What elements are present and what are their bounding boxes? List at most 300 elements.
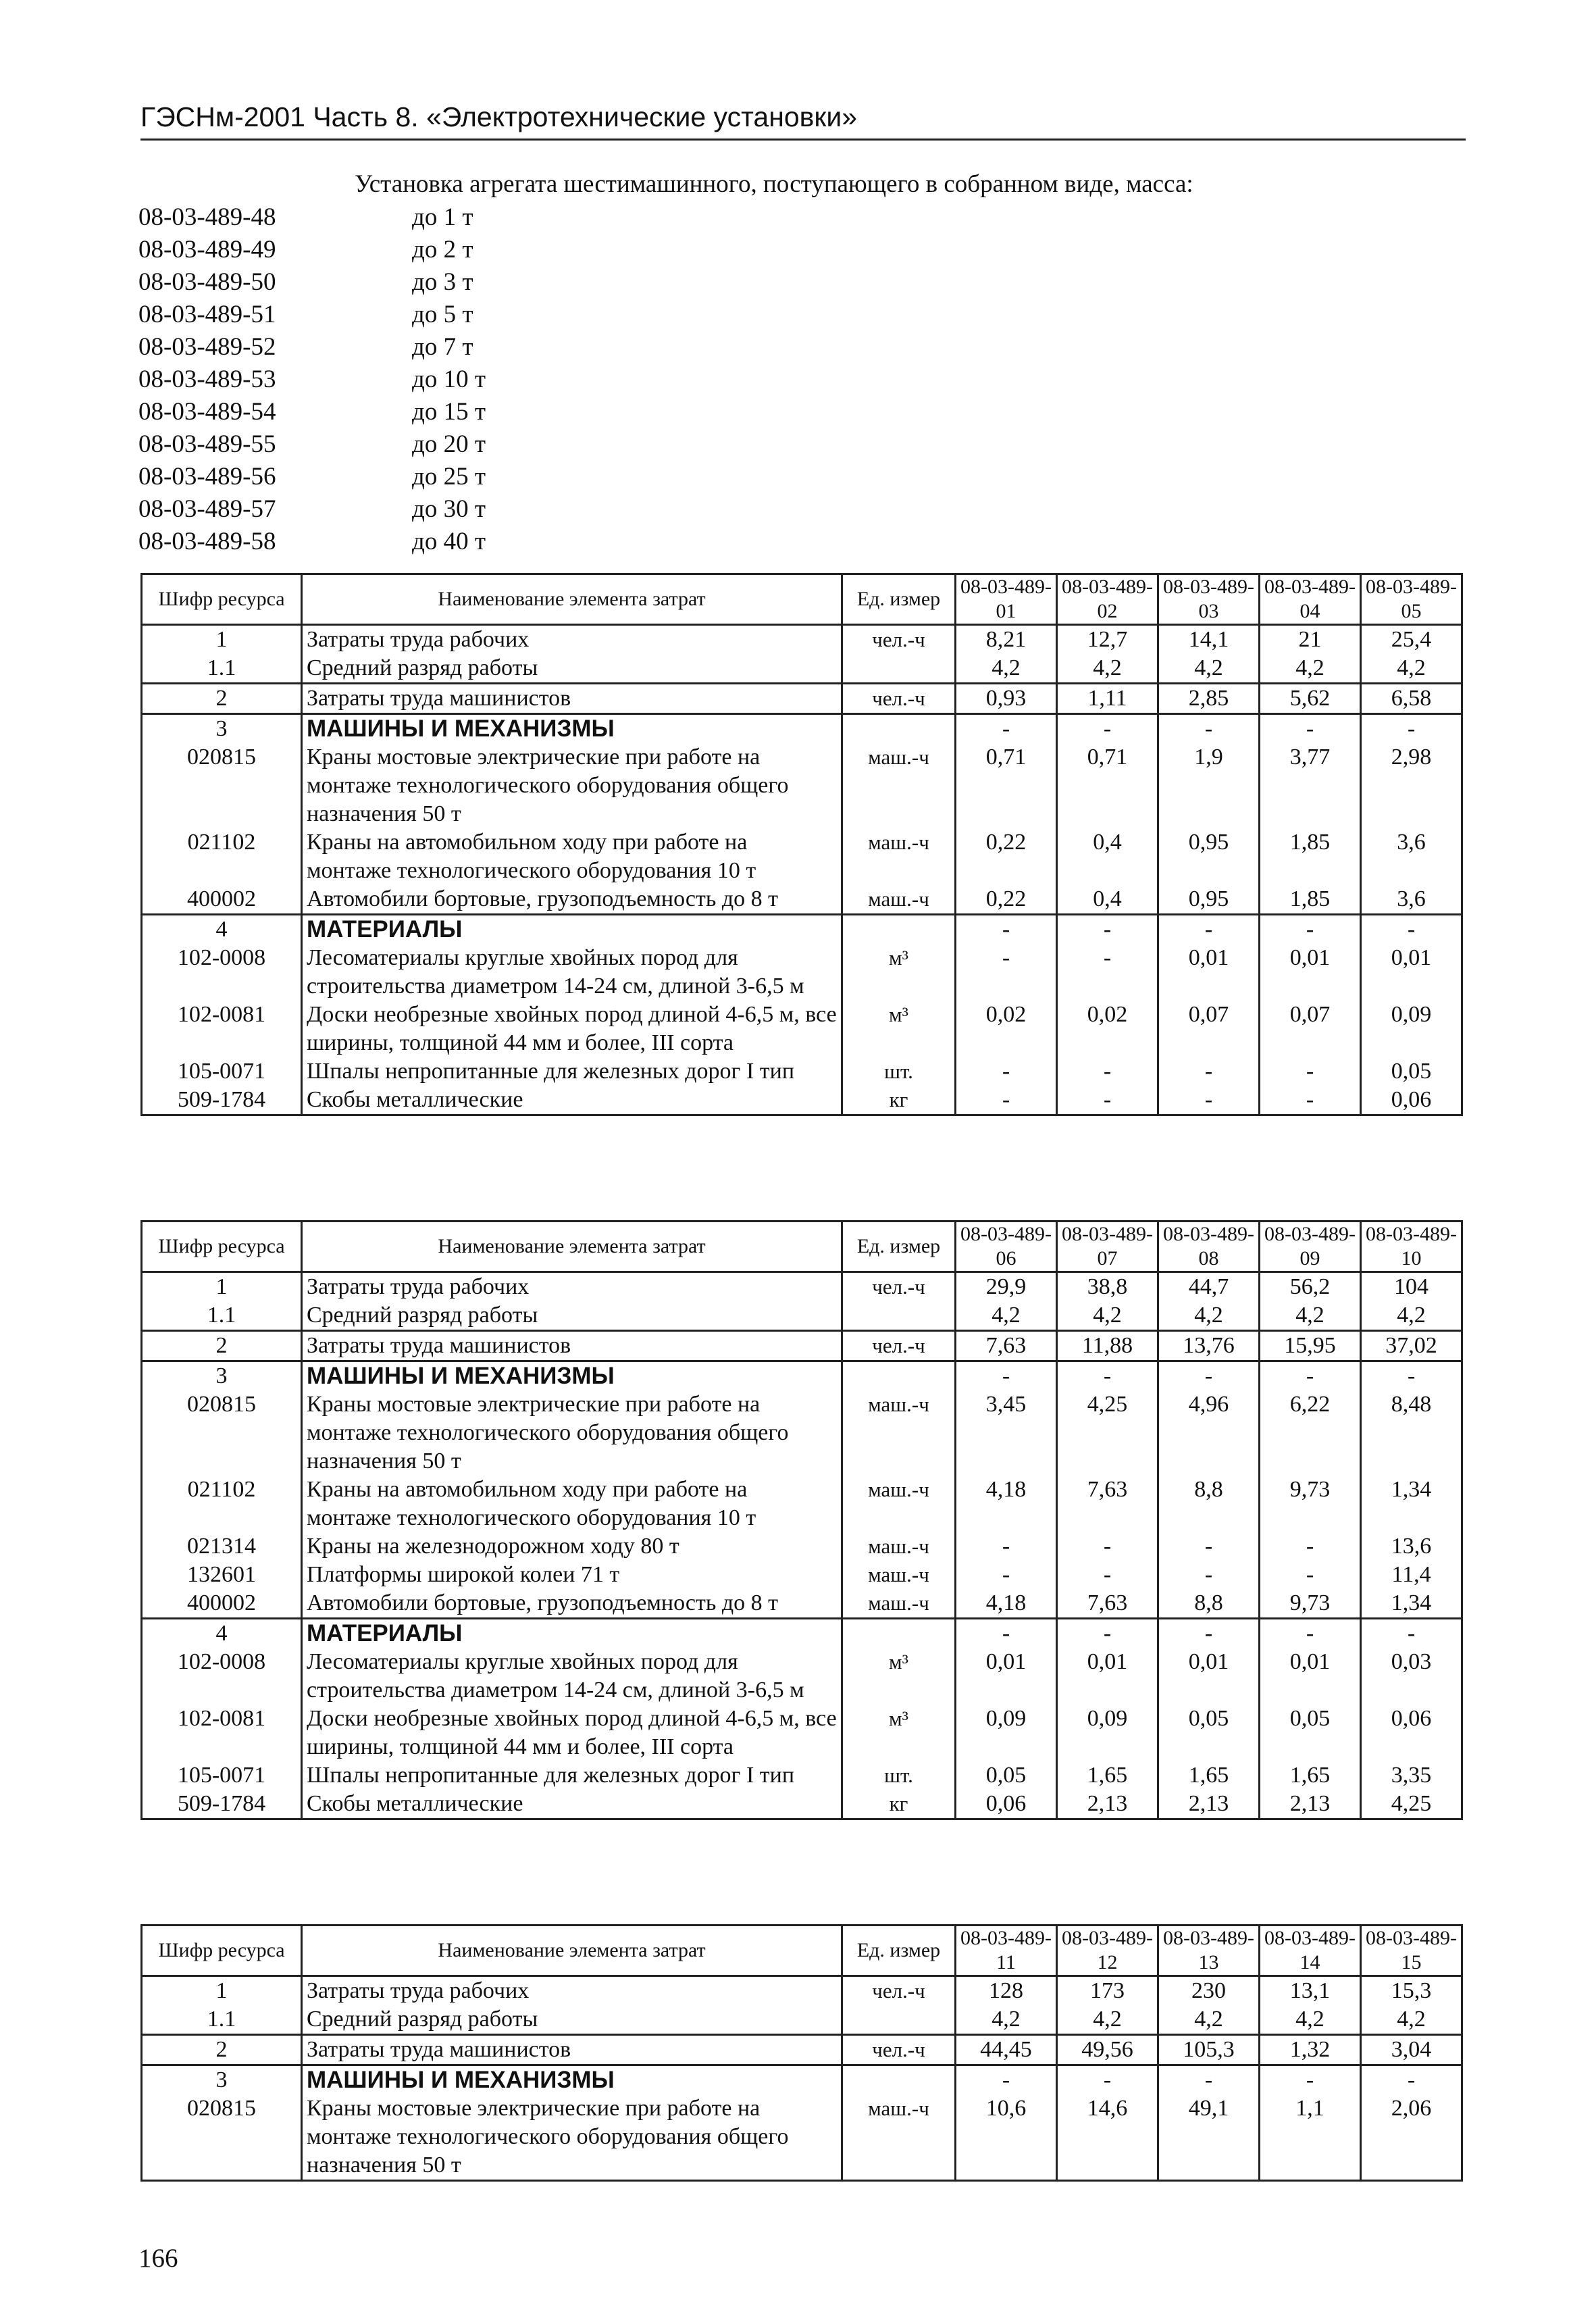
intro-item — [138, 363, 1462, 396]
value-cell: - — [1057, 2065, 1158, 2095]
value-cell: 0,95 — [1158, 828, 1260, 885]
table-row — [142, 1086, 1462, 1115]
resource-code: 3 — [142, 1361, 302, 1391]
resource-code: 102-0008 — [142, 944, 302, 1001]
value-cell: 38,8 — [1057, 1272, 1158, 1302]
table-row — [142, 743, 1462, 828]
table-row — [142, 1532, 1462, 1561]
table-row — [142, 1390, 1462, 1476]
unit: маш.-ч — [842, 1476, 956, 1532]
value-cell: 0,03 — [1361, 1648, 1462, 1705]
value-cell: 1,34 — [1361, 1589, 1462, 1619]
value-cell: 0,05 — [1158, 1705, 1260, 1761]
column-header: 08-03-489-14 — [1260, 1926, 1361, 1976]
section-row — [142, 714, 1462, 744]
intro-item-label: до 15 т — [412, 398, 486, 426]
intro-item — [138, 428, 1462, 461]
cost-element-name: МАШИНЫ И МЕХАНИЗМЫ — [302, 714, 842, 744]
value-cell: 13,76 — [1158, 1331, 1260, 1361]
value-cell: 44,7 — [1158, 1272, 1260, 1302]
intro-item — [138, 493, 1462, 526]
value-cell: 12,7 — [1057, 625, 1158, 655]
intro-item-code: 08-03-489-57 — [138, 495, 276, 523]
cost-element-name: Шпалы непропитанные для железных дорог I тип — [302, 1761, 842, 1790]
cost-element-name: Платформы широкой колеи 71 т — [302, 1561, 842, 1589]
intro-item-label: до 2 т — [412, 236, 473, 263]
unit: маш.-ч — [842, 1390, 956, 1476]
unit: кг — [842, 1086, 956, 1115]
value-cell: - — [956, 1532, 1057, 1561]
value-cell: - — [1158, 1561, 1260, 1589]
table-row — [142, 1001, 1462, 1057]
cost-element-name: Лесоматериалы круглые хвойных пород для строительства диаметром 14-24 см, длиной 3-6,5 м — [302, 944, 842, 1001]
value-cell: 4,2 — [1361, 2005, 1462, 2035]
value-cell: 0,95 — [1158, 885, 1260, 915]
unit: маш.-ч — [842, 2094, 956, 2181]
value-cell: 14,6 — [1057, 2094, 1158, 2181]
intro-item — [138, 201, 1462, 234]
column-header: 08-03-489-11 — [956, 1926, 1057, 1976]
resource-code: 3 — [142, 714, 302, 744]
table-row — [142, 1976, 1462, 2006]
cost-element-name: Доски необрезные хвойных пород длиной 4-6,5 м, все ширины, толщиной 44 мм и более, III сорта — [302, 1001, 842, 1057]
value-cell: - — [1158, 1532, 1260, 1561]
column-header: Наименование элемента затрат — [302, 1222, 842, 1272]
value-cell: 1,1 — [1260, 2094, 1361, 2181]
table-row — [142, 654, 1462, 684]
value-cell: - — [1260, 2065, 1361, 2095]
cost-element-name: Краны мостовые электрические при работе на монтаже технологического оборудования общего назначения 50 т — [302, 2094, 842, 2181]
value-cell: 4,2 — [1361, 654, 1462, 684]
resource-code: 2 — [142, 2035, 302, 2065]
value-cell: - — [1158, 2065, 1260, 2095]
cost-element-name: Средний разряд работы — [302, 1301, 842, 1331]
intro-item-code: 08-03-489-48 — [138, 203, 276, 231]
table-row — [142, 1272, 1462, 1302]
value-cell: 2,06 — [1361, 2094, 1462, 2181]
value-cell: - — [1361, 915, 1462, 945]
column-header: 08-03-489-02 — [1057, 574, 1158, 625]
value-cell: 0,4 — [1057, 885, 1158, 915]
value-cell: 3,45 — [956, 1390, 1057, 1476]
table-row — [142, 1761, 1462, 1790]
value-cell: 1,65 — [1158, 1761, 1260, 1790]
table-row — [142, 944, 1462, 1001]
resource-code: 020815 — [142, 1390, 302, 1476]
value-cell: - — [956, 714, 1057, 744]
value-cell: - — [1057, 1561, 1158, 1589]
cost-element-name: Краны мостовые электрические при работе на монтаже технологического оборудования общего назначения 50 т — [302, 1390, 842, 1476]
value-cell: 1,32 — [1260, 2035, 1361, 2065]
cost-element-name: Доски необрезные хвойных пород длиной 4-6,5 м, все ширины, толщиной 44 мм и более, III сорта — [302, 1705, 842, 1761]
unit: маш.-ч — [842, 1561, 956, 1589]
resource-code: 2 — [142, 1331, 302, 1361]
table-row — [142, 828, 1462, 885]
unit: чел.-ч — [842, 625, 956, 655]
table-row — [142, 885, 1462, 915]
resource-code: 1 — [142, 1976, 302, 2006]
table-row — [142, 2094, 1462, 2181]
resource-code: 1.1 — [142, 2005, 302, 2035]
value-cell: - — [1260, 1561, 1361, 1589]
value-cell: 2,13 — [1158, 1790, 1260, 1819]
value-cell: 37,02 — [1361, 1331, 1462, 1361]
value-cell: 6,22 — [1260, 1390, 1361, 1476]
value-cell: - — [1057, 1619, 1158, 1649]
cost-element-name: МАТЕРИАЛЫ — [302, 1619, 842, 1649]
unit — [842, 654, 956, 684]
unit: м³ — [842, 1001, 956, 1057]
value-cell: - — [1260, 1361, 1361, 1391]
value-cell: 9,73 — [1260, 1476, 1361, 1532]
intro-item-code: 08-03-489-49 — [138, 236, 276, 263]
cost-element-name: Средний разряд работы — [302, 2005, 842, 2035]
intro-item — [138, 299, 1462, 331]
value-cell: 4,2 — [1158, 1301, 1260, 1331]
resource-table-1 — [140, 573, 1463, 1116]
value-cell: - — [956, 1561, 1057, 1589]
table-row — [142, 2035, 1462, 2065]
unit — [842, 1301, 956, 1331]
value-cell: 4,2 — [1260, 2005, 1361, 2035]
value-cell: 0,01 — [1158, 1648, 1260, 1705]
resource-code: 400002 — [142, 1589, 302, 1619]
value-cell: - — [1260, 915, 1361, 945]
value-cell: 1,9 — [1158, 743, 1260, 828]
resource-code: 102-0081 — [142, 1001, 302, 1057]
value-cell: 4,2 — [1260, 654, 1361, 684]
value-cell: 21 — [1260, 625, 1361, 655]
value-cell: 0,06 — [956, 1790, 1057, 1819]
unit: м³ — [842, 944, 956, 1001]
intro-item-label: до 20 т — [412, 430, 486, 458]
value-cell: - — [1260, 714, 1361, 744]
value-cell: 3,6 — [1361, 828, 1462, 885]
cost-element-name: МАТЕРИАЛЫ — [302, 915, 842, 945]
cost-element-name: МАШИНЫ И МЕХАНИЗМЫ — [302, 1361, 842, 1391]
resource-code: 102-0008 — [142, 1648, 302, 1705]
table-row — [142, 1331, 1462, 1361]
column-header: 08-03-489-06 — [956, 1222, 1057, 1272]
column-header: Шифр ресурса — [142, 1926, 302, 1976]
resource-code: 509-1784 — [142, 1086, 302, 1115]
value-cell: 0,09 — [1057, 1705, 1158, 1761]
value-cell: 0,01 — [1260, 1648, 1361, 1705]
unit: м³ — [842, 1648, 956, 1705]
cost-element-name: Автомобили бортовые, грузоподъемность до 8 т — [302, 885, 842, 915]
value-cell: 0,02 — [956, 1001, 1057, 1057]
intro-item-label: до 7 т — [412, 333, 473, 361]
intro-item-label: до 1 т — [412, 203, 473, 231]
value-cell: - — [1361, 1361, 1462, 1391]
value-cell: 2,98 — [1361, 743, 1462, 828]
unit: маш.-ч — [842, 1589, 956, 1619]
value-cell: 44,45 — [956, 2035, 1057, 2065]
value-cell: 1,85 — [1260, 828, 1361, 885]
resource-code: 021314 — [142, 1532, 302, 1561]
intro-item — [138, 526, 1462, 558]
unit: чел.-ч — [842, 684, 956, 714]
value-cell: 3,77 — [1260, 743, 1361, 828]
value-cell: - — [1361, 714, 1462, 744]
page-header — [140, 101, 1466, 141]
value-cell: 0,22 — [956, 885, 1057, 915]
resource-code: 3 — [142, 2065, 302, 2095]
value-cell: 0,02 — [1057, 1001, 1158, 1057]
resource-table-2 — [140, 1220, 1463, 1820]
value-cell: 173 — [1057, 1976, 1158, 2006]
value-cell: - — [1158, 915, 1260, 945]
value-cell: 0,06 — [1361, 1705, 1462, 1761]
value-cell: 4,18 — [956, 1476, 1057, 1532]
resource-code: 132601 — [142, 1561, 302, 1589]
section-row — [142, 915, 1462, 945]
intro-item — [138, 461, 1462, 493]
unit: маш.-ч — [842, 1532, 956, 1561]
cost-element-name: Затраты труда рабочих — [302, 1976, 842, 2006]
value-cell: - — [1057, 714, 1158, 744]
value-cell: 8,48 — [1361, 1390, 1462, 1476]
resource-code: 105-0071 — [142, 1761, 302, 1790]
value-cell: 4,2 — [1158, 654, 1260, 684]
intro-item-label: до 5 т — [412, 301, 473, 328]
unit: шт. — [842, 1761, 956, 1790]
intro-item-label: до 3 т — [412, 268, 473, 296]
unit: маш.-ч — [842, 743, 956, 828]
column-header: Шифр ресурса — [142, 574, 302, 625]
resource-code: 2 — [142, 684, 302, 714]
value-cell: - — [1260, 1086, 1361, 1115]
unit — [842, 1361, 956, 1391]
value-cell: 7,63 — [1057, 1476, 1158, 1532]
value-cell: - — [1057, 915, 1158, 945]
resource-table-3 — [140, 1924, 1463, 2182]
value-cell: 0,71 — [1057, 743, 1158, 828]
column-header: 08-03-489-15 — [1361, 1926, 1462, 1976]
unit: кг — [842, 1790, 956, 1819]
resource-code: 1 — [142, 1272, 302, 1302]
value-cell: 2,85 — [1158, 684, 1260, 714]
value-cell: - — [1158, 1619, 1260, 1649]
value-cell: 11,4 — [1361, 1561, 1462, 1589]
value-cell: 0,09 — [956, 1705, 1057, 1761]
value-cell: - — [1158, 1361, 1260, 1391]
unit — [842, 2065, 956, 2095]
value-cell: 11,88 — [1057, 1331, 1158, 1361]
value-cell: 15,95 — [1260, 1331, 1361, 1361]
cost-element-name: Скобы металлические — [302, 1086, 842, 1115]
value-cell: 8,21 — [956, 625, 1057, 655]
column-header: 08-03-489-07 — [1057, 1222, 1158, 1272]
value-cell: - — [1158, 714, 1260, 744]
table-row — [142, 1057, 1462, 1086]
value-cell: 6,58 — [1361, 684, 1462, 714]
intro-item-label: до 25 т — [412, 463, 486, 491]
intro-item-code: 08-03-489-54 — [138, 398, 276, 426]
intro-item-code: 08-03-489-58 — [138, 528, 276, 555]
cost-element-name: Автомобили бортовые, грузоподъемность до 8 т — [302, 1589, 842, 1619]
cost-element-name: Лесоматериалы круглые хвойных пород для строительства диаметром 14-24 см, длиной 3-6,5 м — [302, 1648, 842, 1705]
value-cell: 0,01 — [1361, 944, 1462, 1001]
value-cell: 0,71 — [956, 743, 1057, 828]
value-cell: 4,2 — [1260, 1301, 1361, 1331]
cost-element-name: Затраты труда рабочих — [302, 1272, 842, 1302]
value-cell: 4,25 — [1361, 1790, 1462, 1819]
table-header — [142, 1222, 1462, 1272]
column-header: Наименование элемента затрат — [302, 574, 842, 625]
column-header: 08-03-489-09 — [1260, 1222, 1361, 1272]
value-cell: - — [1361, 1619, 1462, 1649]
column-header: 08-03-489-08 — [1158, 1222, 1260, 1272]
value-cell: 14,1 — [1158, 625, 1260, 655]
value-cell: 0,09 — [1361, 1001, 1462, 1057]
column-header: 08-03-489-01 — [956, 574, 1057, 625]
table-row — [142, 1561, 1462, 1589]
unit — [842, 915, 956, 945]
value-cell: 4,2 — [1057, 2005, 1158, 2035]
table-header — [142, 574, 1462, 625]
column-header: 08-03-489-03 — [1158, 574, 1260, 625]
value-cell: 2,13 — [1260, 1790, 1361, 1819]
value-cell: - — [956, 1086, 1057, 1115]
cost-element-name: Затраты труда рабочих — [302, 625, 842, 655]
column-header: 08-03-489-12 — [1057, 1926, 1158, 1976]
column-header: Шифр ресурса — [142, 1222, 302, 1272]
value-cell: - — [1361, 2065, 1462, 2095]
value-cell: 4,2 — [1057, 654, 1158, 684]
value-cell: 4,2 — [956, 2005, 1057, 2035]
value-cell: 8,8 — [1158, 1589, 1260, 1619]
value-cell: 128 — [956, 1976, 1057, 2006]
table-row — [142, 2005, 1462, 2035]
value-cell: - — [956, 1057, 1057, 1086]
cost-element-name: Затраты труда машинистов — [302, 1331, 842, 1361]
resource-code: 1.1 — [142, 654, 302, 684]
cost-element-name: Затраты труда машинистов — [302, 684, 842, 714]
intro-item-label: до 40 т — [412, 528, 486, 555]
table-row — [142, 684, 1462, 714]
value-cell: 1,65 — [1057, 1761, 1158, 1790]
value-cell: 1,11 — [1057, 684, 1158, 714]
value-cell: - — [1057, 1532, 1158, 1561]
unit: маш.-ч — [842, 885, 956, 915]
value-cell: 4,2 — [956, 654, 1057, 684]
value-cell: 13,6 — [1361, 1532, 1462, 1561]
unit — [842, 1619, 956, 1649]
value-cell: 230 — [1158, 1976, 1260, 2006]
value-cell: - — [1260, 1532, 1361, 1561]
resource-code: 4 — [142, 915, 302, 945]
intro-item-code: 08-03-489-52 — [138, 333, 276, 361]
value-cell: - — [1057, 1086, 1158, 1115]
value-cell: 15,3 — [1361, 1976, 1462, 2006]
value-cell: 1,65 — [1260, 1761, 1361, 1790]
value-cell: 3,04 — [1361, 2035, 1462, 2065]
value-cell: 4,2 — [1057, 1301, 1158, 1331]
value-cell: 0,06 — [1361, 1086, 1462, 1115]
value-cell: 10,6 — [956, 2094, 1057, 2181]
value-cell: 0,05 — [956, 1761, 1057, 1790]
value-cell: 7,63 — [956, 1331, 1057, 1361]
intro-item — [138, 266, 1462, 299]
cost-element-name: Краны мостовые электрические при работе на монтаже технологического оборудования общего назначения 50 т — [302, 743, 842, 828]
unit: шт. — [842, 1057, 956, 1086]
resource-code: 509-1784 — [142, 1790, 302, 1819]
intro-item-label: до 10 т — [412, 366, 486, 393]
value-cell: - — [1260, 1057, 1361, 1086]
section-row — [142, 1619, 1462, 1649]
table-row — [142, 1589, 1462, 1619]
resource-code: 400002 — [142, 885, 302, 915]
value-cell: 49,1 — [1158, 2094, 1260, 2181]
column-header: 08-03-489-04 — [1260, 574, 1361, 625]
value-cell: 49,56 — [1057, 2035, 1158, 2065]
intro-title: Установка агрегата шестимашинного, поступающего в собранном виде, масса: — [355, 170, 1193, 198]
value-cell: 0,01 — [1158, 944, 1260, 1001]
section-row — [142, 1361, 1462, 1391]
value-cell: 4,96 — [1158, 1390, 1260, 1476]
value-cell: - — [1158, 1086, 1260, 1115]
value-cell: 0,01 — [956, 1648, 1057, 1705]
value-cell: 3,6 — [1361, 885, 1462, 915]
cost-element-name: Средний разряд работы — [302, 654, 842, 684]
value-cell: 1,85 — [1260, 885, 1361, 915]
value-cell: - — [956, 2065, 1057, 2095]
unit: м³ — [842, 1705, 956, 1761]
intro-list — [138, 201, 1462, 558]
page-number: 166 — [138, 2244, 178, 2273]
value-cell: 0,93 — [956, 684, 1057, 714]
value-cell: - — [1057, 1057, 1158, 1086]
cost-element-name: МАШИНЫ И МЕХАНИЗМЫ — [302, 2065, 842, 2095]
table-row — [142, 1705, 1462, 1761]
cost-element-name: Затраты труда машинистов — [302, 2035, 842, 2065]
table-header — [142, 1926, 1462, 1976]
value-cell: 2,13 — [1057, 1790, 1158, 1819]
resource-code: 021102 — [142, 1476, 302, 1532]
value-cell: 0,05 — [1361, 1057, 1462, 1086]
cost-element-name: Краны на железнодорожном ходу 80 т — [302, 1532, 842, 1561]
unit: маш.-ч — [842, 828, 956, 885]
value-cell: 0,01 — [1057, 1648, 1158, 1705]
resource-code: 020815 — [142, 2094, 302, 2181]
unit — [842, 714, 956, 744]
value-cell: 56,2 — [1260, 1272, 1361, 1302]
value-cell: 4,25 — [1057, 1390, 1158, 1476]
value-cell: 7,63 — [1057, 1589, 1158, 1619]
section-row — [142, 2065, 1462, 2095]
value-cell: - — [1158, 1057, 1260, 1086]
resource-code: 4 — [142, 1619, 302, 1649]
value-cell: 4,18 — [956, 1589, 1057, 1619]
value-cell: - — [956, 944, 1057, 1001]
table-row — [142, 1648, 1462, 1705]
value-cell: 105,3 — [1158, 2035, 1260, 2065]
intro-item-code: 08-03-489-53 — [138, 366, 276, 393]
column-header: Ед. измер — [842, 574, 956, 625]
value-cell: 5,62 — [1260, 684, 1361, 714]
value-cell: 9,73 — [1260, 1589, 1361, 1619]
value-cell: 104 — [1361, 1272, 1462, 1302]
value-cell: 0,07 — [1260, 1001, 1361, 1057]
value-cell: - — [956, 1619, 1057, 1649]
intro-item — [138, 234, 1462, 266]
value-cell: 8,8 — [1158, 1476, 1260, 1532]
resource-code: 020815 — [142, 743, 302, 828]
value-cell: 0,01 — [1260, 944, 1361, 1001]
cost-element-name: Шпалы непропитанные для железных дорог I тип — [302, 1057, 842, 1086]
value-cell: 1,34 — [1361, 1476, 1462, 1532]
